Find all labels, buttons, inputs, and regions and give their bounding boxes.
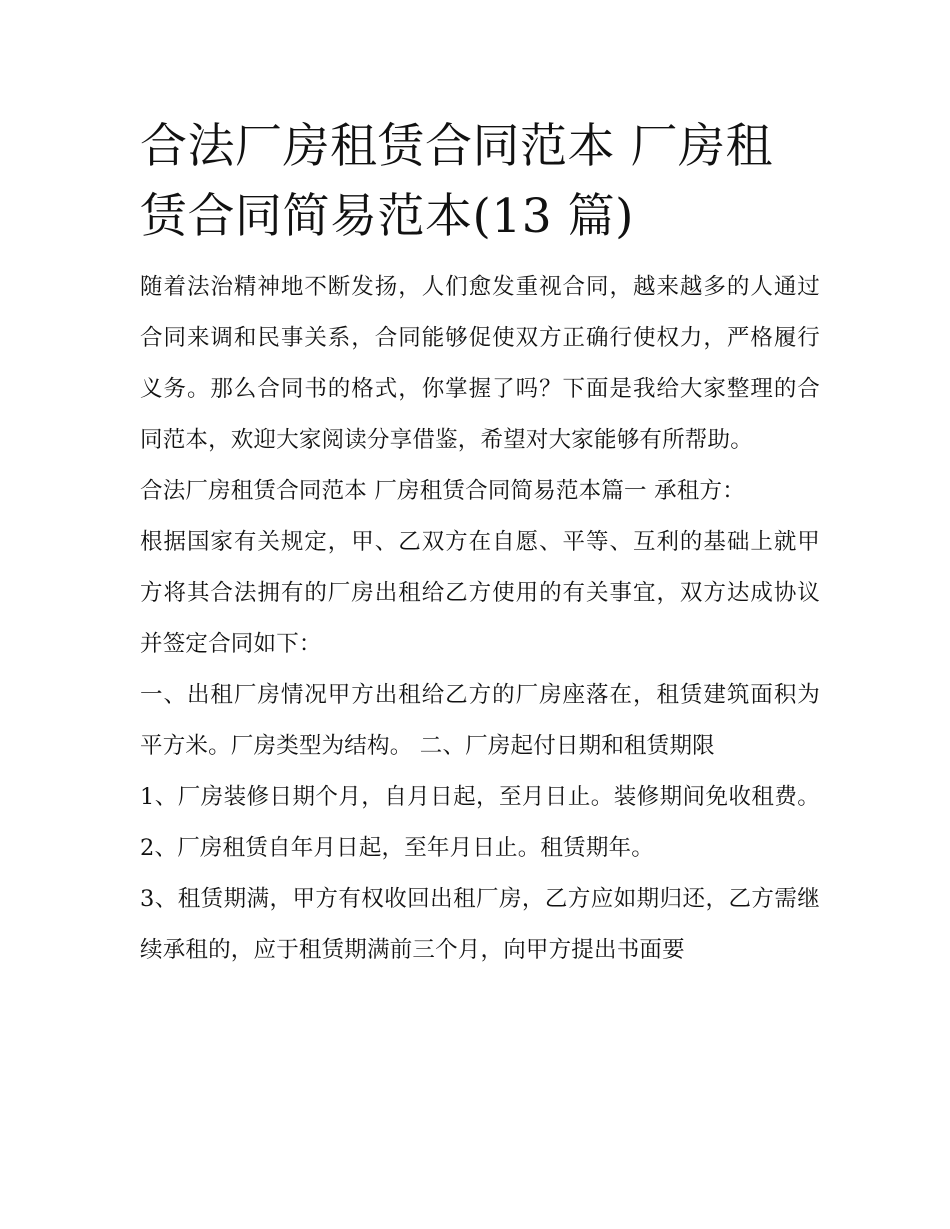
- document-title: 合法厂房租赁合同范本 厂房租赁合同简易范本(13 篇): [140, 119, 773, 244]
- clause-2-3-paragraph: 3、租赁期满，甲方有权收回出租厂房，乙方应如期归还，乙方需继续承租的，应于租赁期满前三个月，向甲方提出书面要: [140, 886, 820, 963]
- preamble-paragraph: 根据国家有关规定，甲、乙双方在自愿、平等、互利的基础上就甲方将其合法拥有的厂房出租给乙方使用的有关事宜，双方达成协议并签定合同如下：: [140, 529, 820, 657]
- intro-paragraph: 随着法治精神地不断发扬，人们愈发重视合同，越来越多的人通过合同来调和民事关系，合同能够促使双方正确行使权力，严格履行义务。那么合同书的格式，你掌握了吗？下面是我给大家整理的合同范本，欢迎大家阅读分享借鉴，希望对大家能够有所帮助。: [140, 274, 820, 453]
- clause-1-paragraph: 一、出租厂房情况甲方出租给乙方的厂房座落在，租赁建筑面积为平方米。厂房类型为结构。 二、厂房起付日期和租赁期限: [140, 682, 820, 759]
- document-body: [140, 112, 820, 976]
- section-heading-paragraph: 合法厂房租赁合同范本 厂房租赁合同简易范本篇一 承租方：: [140, 478, 745, 504]
- clause-2-1-paragraph: 1、厂房装修日期个月，自月日起，至月日止。装修期间免收租费。 2、厂房租赁自年月日起，至年月日止。租赁期年。: [140, 784, 820, 861]
